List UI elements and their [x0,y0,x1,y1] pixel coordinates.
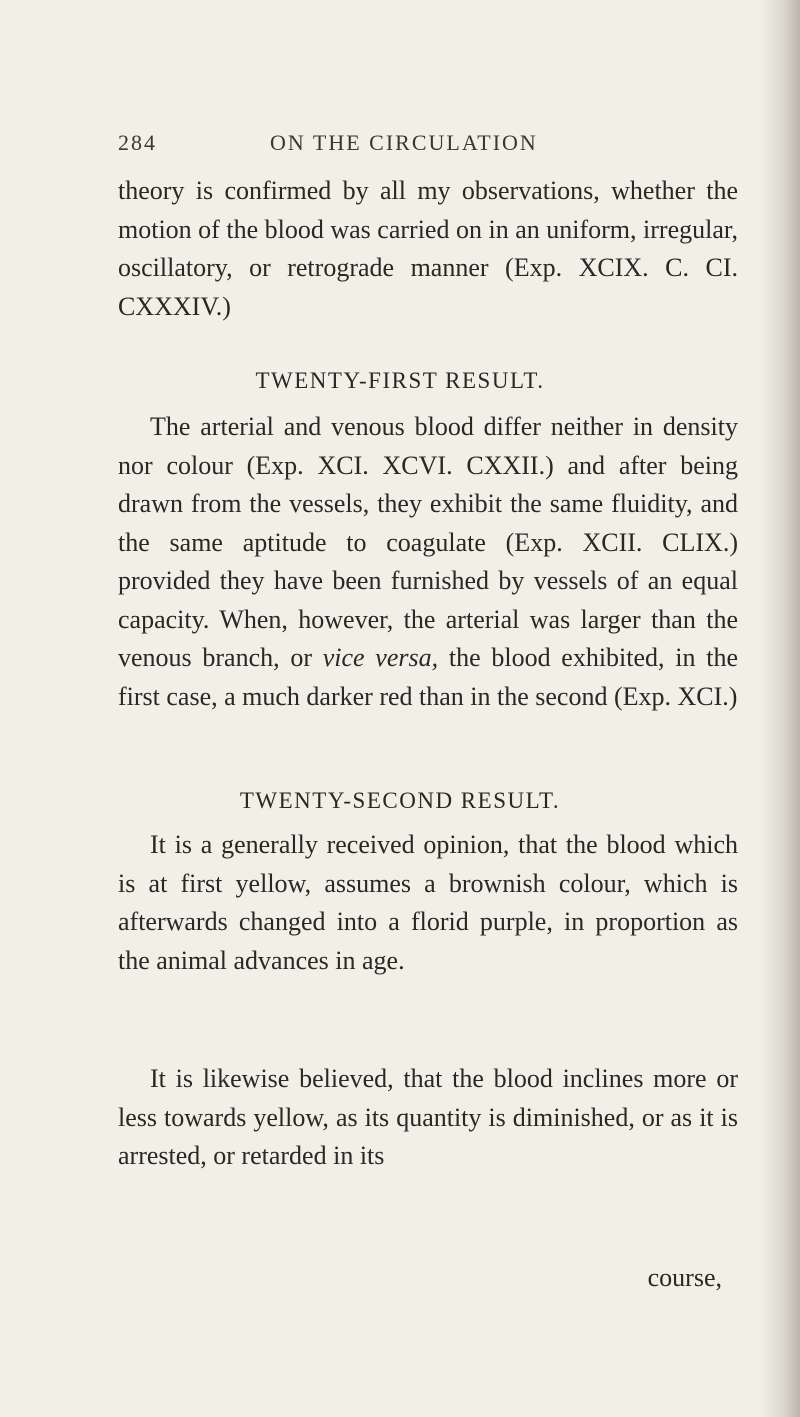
paragraph-twenty-first-result [118,408,738,716]
catchword: course, [647,1263,722,1292]
paragraph-continuation: theory is confirmed by all my observations, whether the motion of the blood was carried on in an uniform, irregular, oscillatory, or retrograde manner (Exp. XCIX. C. CI. CXXXIV.) [118,176,738,321]
paragraph-blood-colour: It is a generally received opinion, that the blood which is at first yellow, assumes a brownish colour, which is afterwards changed into a florid purple, in proportion as the animal advances in age. [118,830,738,975]
page-number: 284 [118,130,157,155]
italic-phrase: vice versa, [322,643,439,672]
running-title: ON THE CIRCULATION [270,130,538,155]
paragraph-text: The arterial and venous blood differ neither in density nor colour (Exp. XCI. XCVI. CXXII.) and after being drawn from the vessels, they exhibit the same fluidity, and the same aptitude to coagulate (Exp. XCII. CLIX.) provided they have been furnished by vessels of an equal capacity. When, however, the arterial was larger than the venous branch, or [118,412,738,672]
heading-twenty-first-result: TWENTY-FIRST RESULT. [255,368,545,393]
heading-twenty-second-result: TWENTY-SECOND RESULT. [239,788,561,813]
paragraph-blood-yellow: It is likewise believed, that the blood inclines more or less towards yellow, as its quantity is diminished, or as it is arrested, or retarded in its [118,1064,738,1170]
paragraph-text: the blood exhibited, in the first case, a much darker red than in the second (Exp. XCI.) [118,643,738,711]
page-edge-shadow [760,0,800,1417]
